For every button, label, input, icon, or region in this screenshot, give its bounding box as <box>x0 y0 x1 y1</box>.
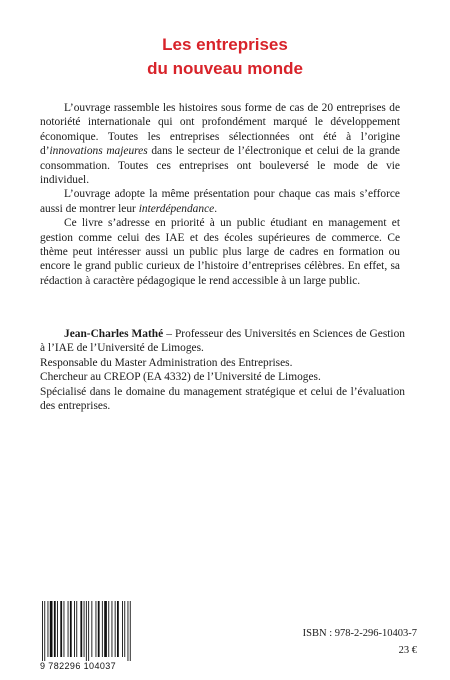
barcode-bar <box>50 601 53 657</box>
barcode-bar <box>102 601 103 657</box>
barcode-bar <box>104 601 107 657</box>
barcode-bar <box>96 601 97 657</box>
barcode-bar <box>80 601 82 657</box>
summary-text: L’ouvrage rassemble les histoires sous forme de cas de 20 entreprises de notoriété internationale qui ont profondément marqué le développement économique. Toutes les entreprises sélectionnées ont été à l’origine d’ <box>40 102 400 158</box>
barcode-bar <box>57 601 58 657</box>
barcode-bar <box>86 601 87 661</box>
author-bio <box>40 327 405 413</box>
barcode-bar <box>70 601 72 657</box>
barcode-bar <box>74 601 75 657</box>
barcode-bar <box>42 601 43 661</box>
barcode-bar <box>128 601 129 661</box>
barcode-bar <box>108 601 109 657</box>
author-bio-line-4: Spécialisé dans le domaine du management stratégique et celui de l’évaluation des entreprises. <box>40 385 405 413</box>
barcode-bar <box>117 601 119 657</box>
barcode-bar <box>76 601 77 657</box>
summary-paragraph-2 <box>40 187 400 216</box>
barcode-bars <box>40 601 145 661</box>
barcode-bar <box>68 601 69 657</box>
summary-paragraph-3: Ce livre s’adresse en priorité à un public étudiant en management et gestion comme celui des IAE et des écoles supérieures de commerce. Ce thème peut intéresser aussi un public plus large de cadres en formation ou encore le grand public curieux de l’histoire d’entreprises célèbres. En effet, sa rédaction à caractère pédagogique le rend accessible à un large public. <box>40 217 400 287</box>
author-name: Jean-Charles Mathé <box>64 328 164 340</box>
author-bio-line-1 <box>40 327 405 356</box>
isbn: ISBN : 978-2-296-10403-7 <box>302 628 417 639</box>
barcode-bar <box>124 601 125 657</box>
barcode-bar <box>98 601 100 657</box>
barcode-bar <box>60 601 62 657</box>
author-bio-line-3: Chercheur au CREOP (EA 4332) de l’Université de Limoges. <box>40 371 321 384</box>
barcode-bar <box>84 601 85 657</box>
title-line-2: du nouveau monde <box>147 59 303 78</box>
summary-emphasis: interdépendance <box>138 202 215 215</box>
summary-text: L’ouvrage adopte la même présentation pour chaque cas mais s’efforce aussi de montrer leur <box>40 188 400 215</box>
book-summary <box>40 101 400 288</box>
barcode-bar <box>115 601 116 657</box>
summary-emphasis: innovations majeures <box>49 145 148 158</box>
barcode-bar <box>130 601 131 661</box>
barcode-bar <box>91 601 92 657</box>
book-title <box>0 33 450 81</box>
barcode-digits: 9 782296 104037 <box>40 661 117 671</box>
barcode-bar <box>54 601 56 657</box>
barcode-bar <box>88 601 89 661</box>
barcode-bar <box>64 601 65 657</box>
author-title: – Professeur des Universités en Sciences de Gestion à l’IAE de l’Université de Limoges. <box>40 328 405 355</box>
title-line-1: Les entreprises <box>162 35 288 54</box>
author-bio-line-2: Responsable du Master Administration des Entreprises. <box>40 356 293 369</box>
summary-text: dans le secteur de l’électronique et celui de la grande consommation. Toutes ces entreprises ont bouleversé le mode de vie individuel. <box>40 145 400 187</box>
barcode-bar <box>44 601 45 661</box>
barcode-bar <box>48 601 49 657</box>
barcode-bar <box>112 601 113 657</box>
summary-paragraph-1 <box>40 101 400 187</box>
summary-text: . <box>214 202 218 215</box>
price: 23 € <box>398 645 417 656</box>
barcode <box>40 601 145 663</box>
barcode-bar <box>122 601 123 657</box>
